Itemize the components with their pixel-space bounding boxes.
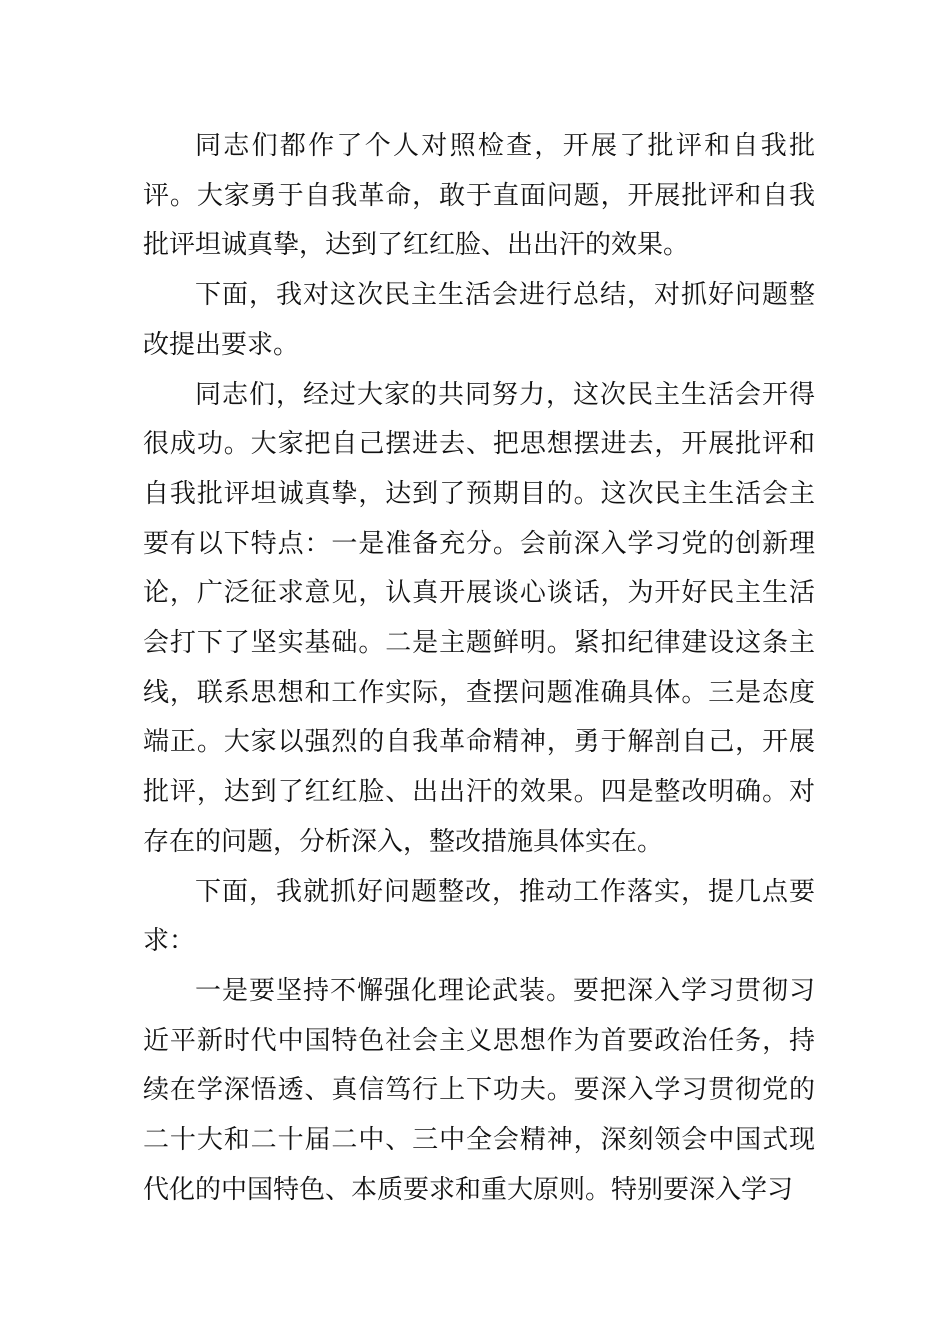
paragraph-1: 同志们都作了个人对照检查，开展了批评和自我批评。大家勇于自我革命，敢于直面问题，开展批评和自我批评坦诚真挚，达到了红红脸、出出汗的效果。 xyxy=(143,131,815,261)
paragraph-2: 下面，我对这次民主生活会进行总结，对抓好问题整改提出要求。 xyxy=(143,280,815,360)
paragraph-3: 同志们，经过大家的共同努力，这次民主生活会开得很成功。大家把自己摆进去、把思想摆进去，开展批评和自我批评坦诚真挚，达到了预期目的。这次民主生活会主要有以下特点：一是准备充分。会前深入学习党的创新理论，广泛征求意见，认真开展谈心谈话，为开好民主生活会打下了坚实基础。二是主题鲜明。紧扣纪律建设这条主线，联系思想和工作实际，查摆问题准确具体。三是态度端正。大家以强烈的自我革命精神，勇于解剖自己，开展批评，达到了红红脸、出出汗的效果。四是整改明确。对存在的问题，分析深入，整改措施具体实在。 xyxy=(143,379,815,857)
document-body xyxy=(143,122,815,1215)
paragraph-4: 下面，我就抓好问题整改，推动工作落实，提几点要求： xyxy=(143,876,815,957)
paragraph-5: 一是要坚持不懈强化理论武装。要把深入学习贯彻习近平新时代中国特色社会主义思想作为首要政治任务，持续在学深悟透、真信笃行上下功夫。要深入学习贯彻党的二十大和二十届二中、三中全会精神，深刻领会中国式现代化的中国特色、本质要求和重大原则。特别要深入学习 xyxy=(143,975,815,1205)
